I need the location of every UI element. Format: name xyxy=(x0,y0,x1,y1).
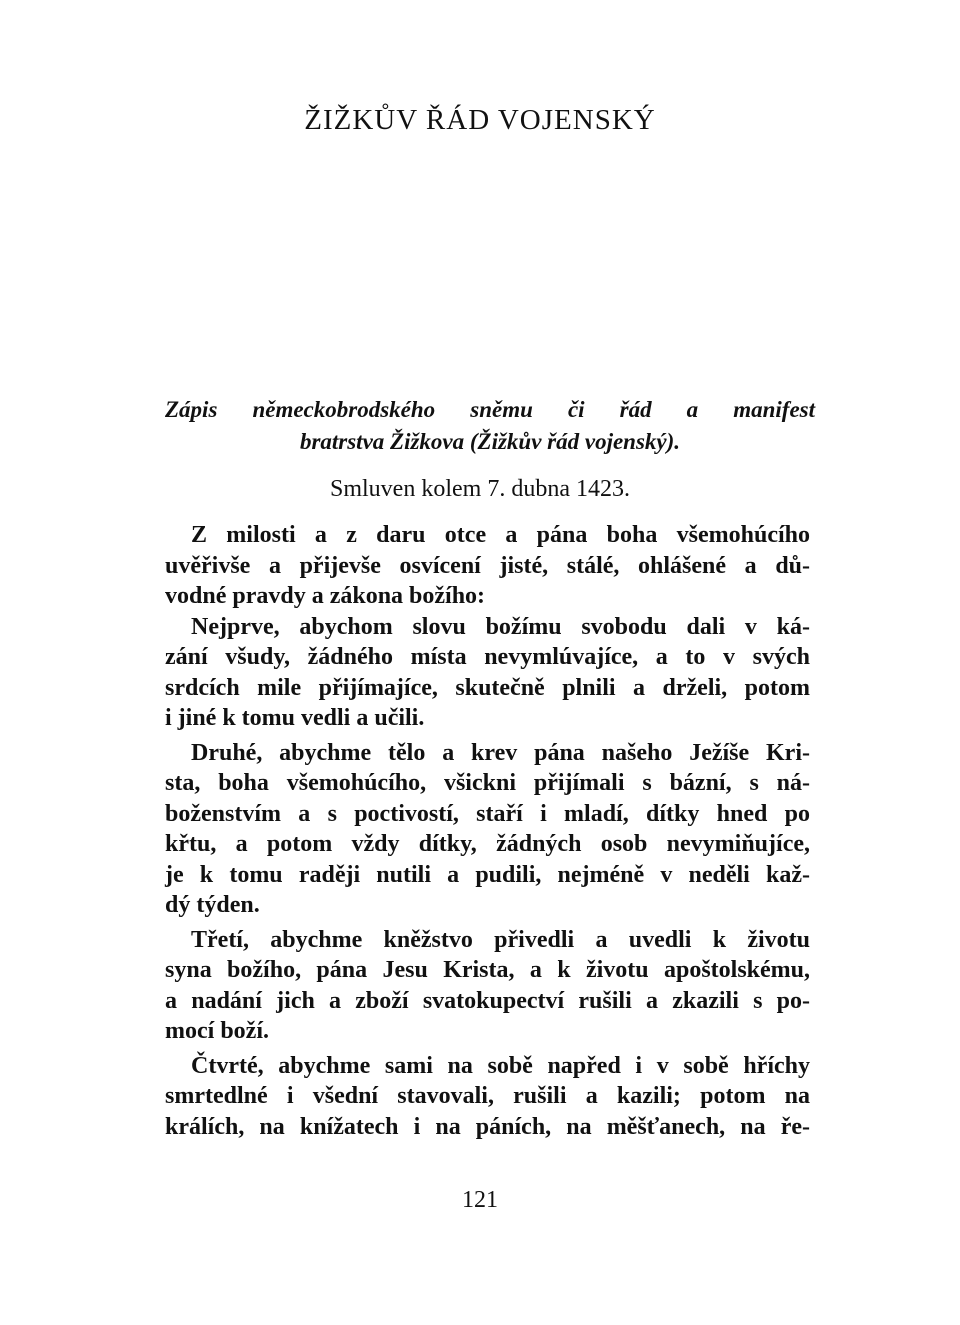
text-line: křtu, a potom vždy dítky, žádných osob nevymiňujíce, xyxy=(165,831,810,857)
text-line: mocí boží. xyxy=(165,1018,269,1044)
paragraph xyxy=(165,925,810,1047)
text-line: syna božího, pána Jesu Krista, a k životu apoštolskému, xyxy=(165,957,810,983)
body-text xyxy=(165,520,810,1142)
paragraph xyxy=(165,520,810,612)
text-line: Třetí, abychme kněžstvo přivedli a uvedli k životu xyxy=(191,926,810,953)
text-line: smrtedlné i všední stavovali, rušili a kazili; potom na xyxy=(165,1083,810,1109)
text-line: uvěřivše a přijevše osvícení jisté, stálé, ohlášené a dů- xyxy=(165,552,810,579)
paragraph xyxy=(165,612,810,734)
paragraph xyxy=(165,1051,810,1143)
text-line: Čtvrté, abychme sami na sobě napřed i v sobě hříchy xyxy=(191,1052,810,1079)
date-note: Smluven kolem 7. dubna 1423. xyxy=(330,476,630,502)
running-title: ŽIŽKŮV ŘÁD VOJENSKÝ xyxy=(304,104,656,136)
text-line: dý týden. xyxy=(165,892,260,918)
text-line: králích, na knížatech i na páních, na měšťanech, na ře- xyxy=(165,1113,810,1140)
text-line: sta, boha všemohúcího, všickni přijímali s bázní, s ná- xyxy=(165,770,810,796)
subtitle-line: Zápis německobrodského sněmu či řád a manifest xyxy=(165,397,815,422)
text-line: a nadání jich a zboží svatokupectví rušili a zkazili s po- xyxy=(165,987,810,1014)
text-line: zání všudy, žádného místa nevymlúvajíce, a to v svých xyxy=(165,644,810,670)
text-line: vodné pravdy a zákona božího: xyxy=(165,583,486,609)
page-number: 121 xyxy=(462,1187,498,1213)
text-line: i jiné k tomu vedli a učili. xyxy=(165,705,425,731)
paragraph xyxy=(165,738,810,921)
text-line: Nejprve, abychom slovu božímu svobodu dali v ká- xyxy=(191,613,810,640)
text-line: boženstvím a s poctivostí, staří i mladí, dítky hned po xyxy=(165,800,810,827)
subtitle-line: bratrstva Žižkova (Žižkův řád vojenský). xyxy=(299,429,681,454)
text-line: srdcích mile přijímajíce, skutečně plnili a drželi, potom xyxy=(165,674,810,701)
document-subtitle xyxy=(165,394,815,458)
text-line: Z milosti a z daru otce a pána boha všemohúcího xyxy=(191,522,810,548)
text-line: Druhé, abychme tělo a krev pána našeho Ježíše Kri- xyxy=(191,739,810,766)
text-line: je k tomu raději nutili a pudili, nejméně v neděli kaž- xyxy=(165,861,810,888)
